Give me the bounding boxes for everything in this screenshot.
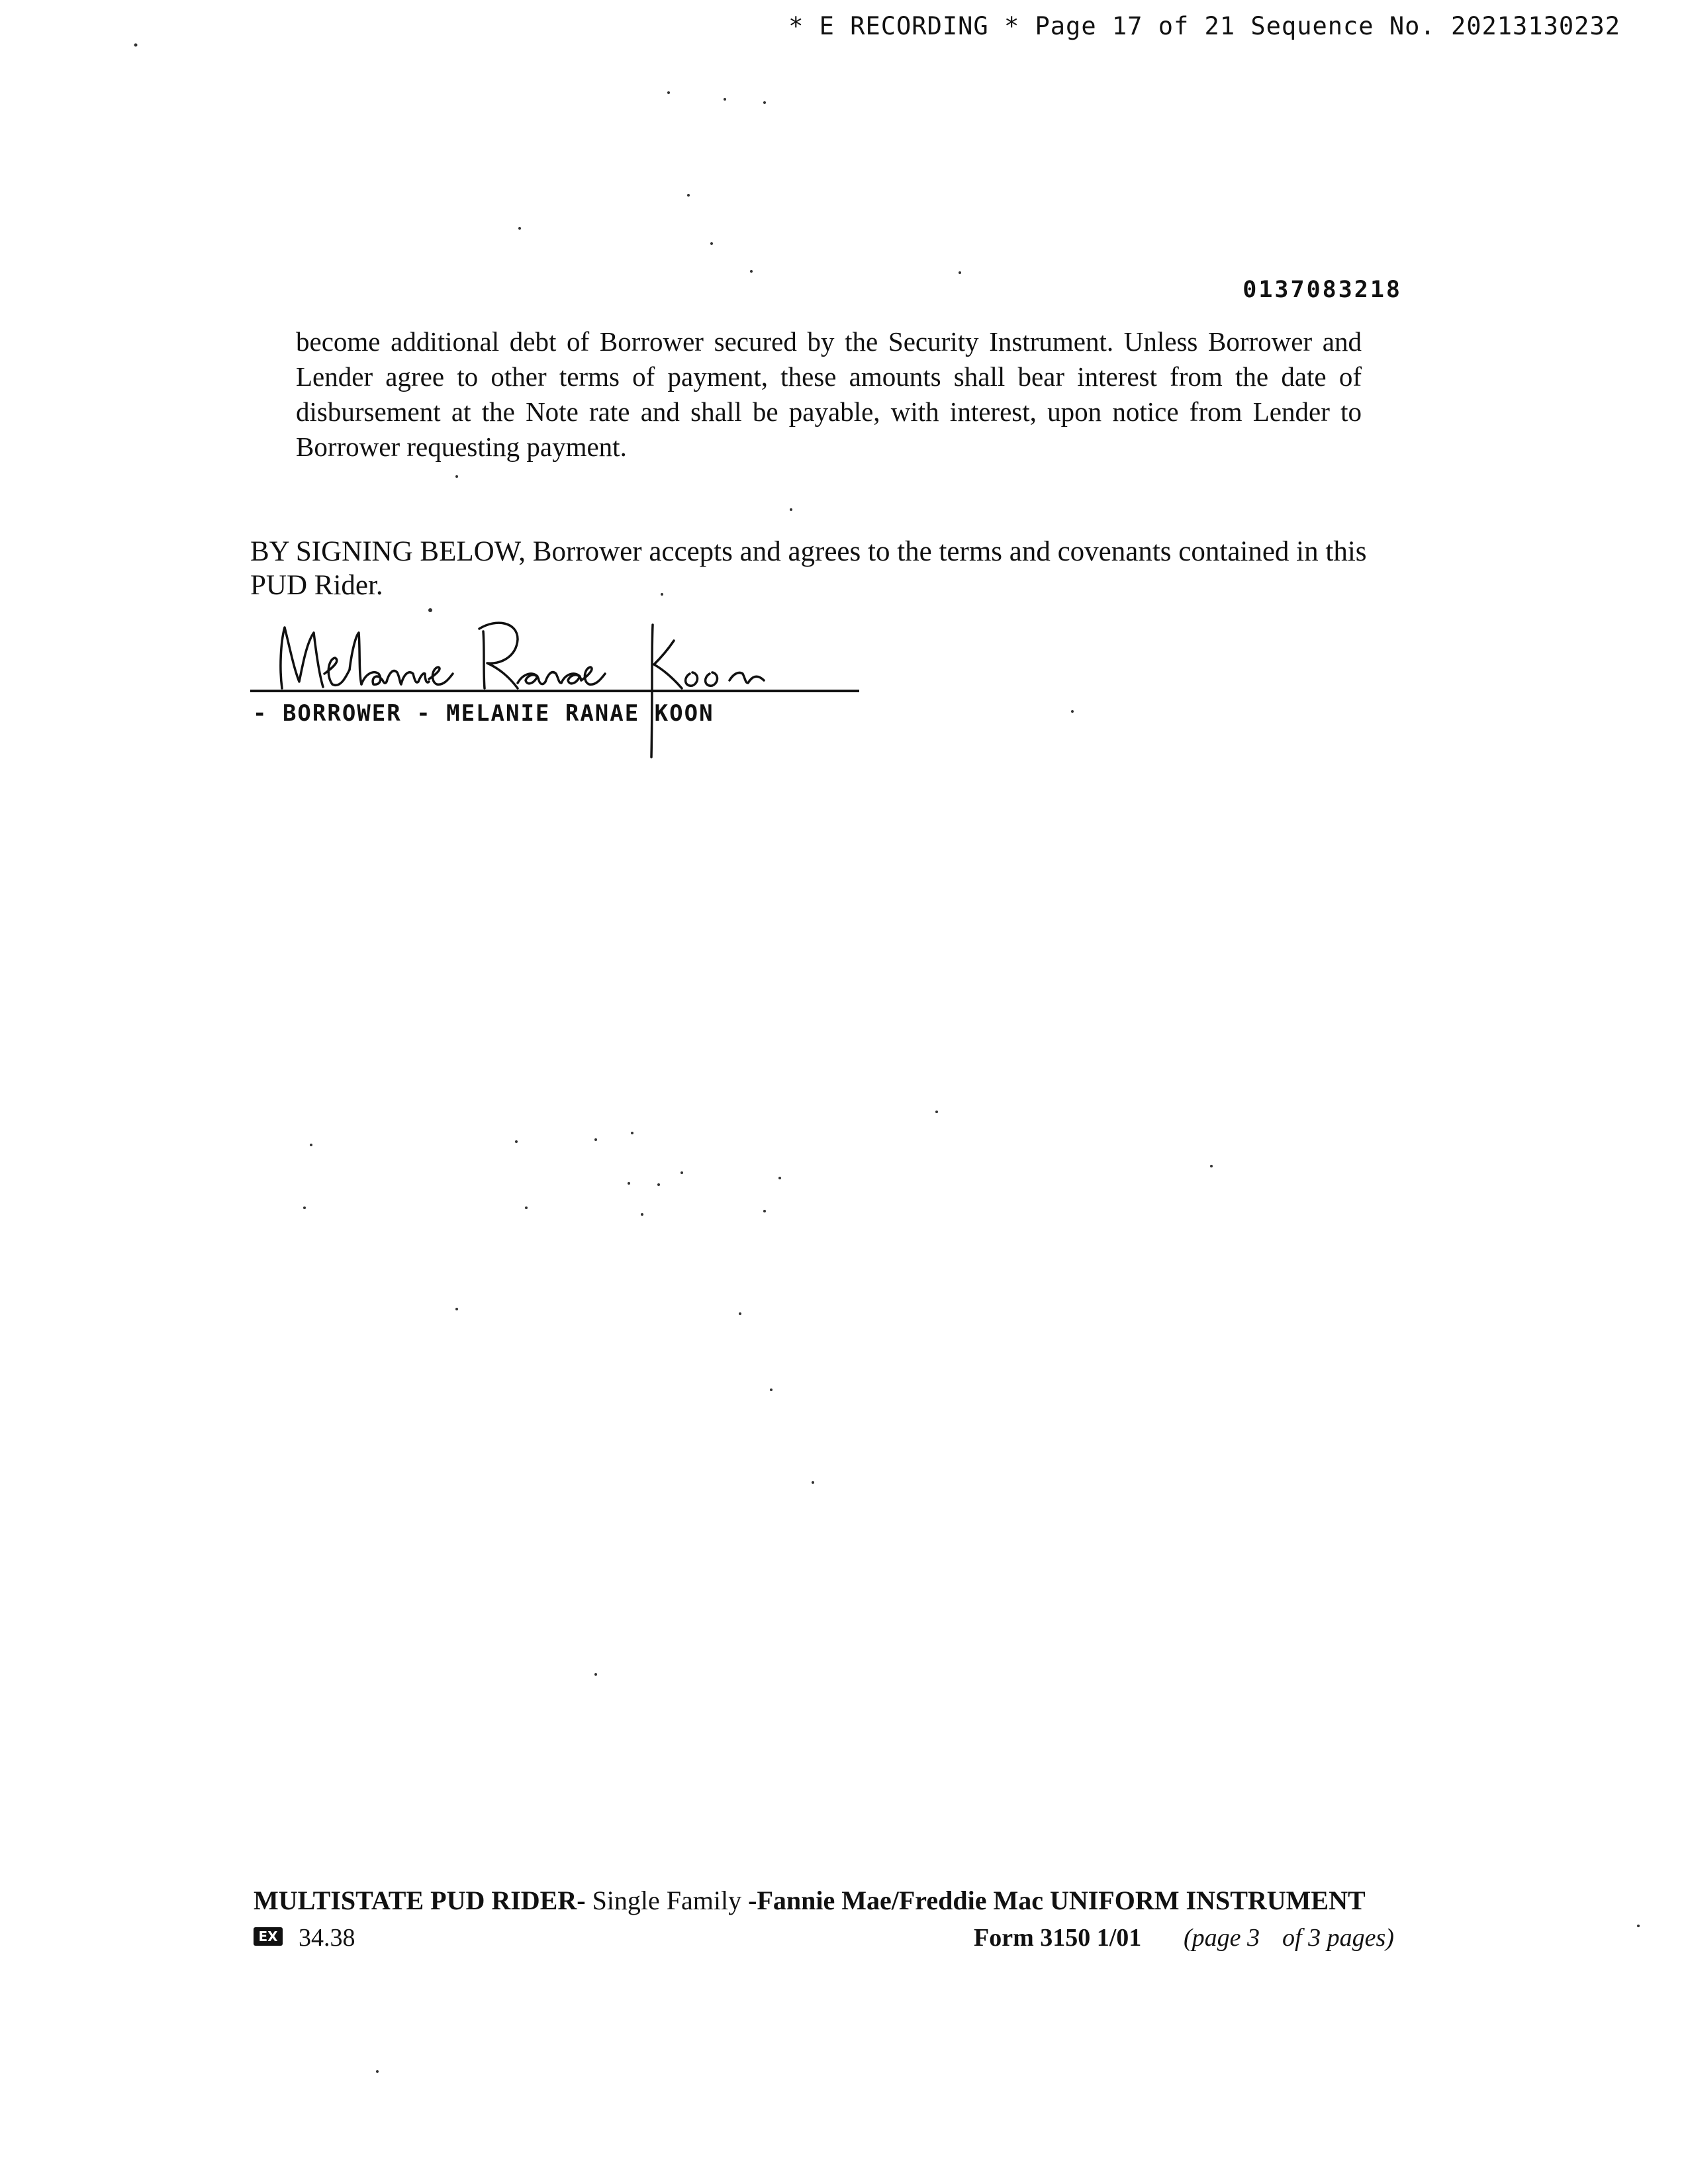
form-title-main: MULTISTATE PUD RIDER- — [254, 1886, 586, 1915]
form-code: 34.38 — [299, 1924, 355, 1952]
page-total: of 3 pages) — [1282, 1924, 1394, 1952]
signature-block — [250, 596, 866, 761]
continuation-paragraph: become additional debt of Borrower secured by the Security Instrument. Unless Borrower and Lender agree to other terms of payment, these amounts shall bear interest from the date of disbursement at the Note rate and shall be payable, with interest, upon notice from Lender to Borrower requesting payment. — [296, 326, 1362, 462]
form-title-instrument: -Fannie Mae/Freddie Mac UNIFORM INSTRUMENT — [748, 1886, 1366, 1915]
page-label: (page 3 — [1184, 1924, 1260, 1952]
loan-number: 0137083218 — [1243, 277, 1402, 303]
ex-logo-icon: EX — [254, 1927, 283, 1946]
handwritten-signature — [250, 596, 866, 761]
form-number: Form 3150 1/01 — [974, 1924, 1142, 1952]
form-title-single-family: Single Family — [585, 1886, 749, 1915]
signature-caption: - BORROWER - MELANIE RANAE KOON — [253, 700, 714, 727]
acceptance-statement: BY SIGNING BELOW, Borrower accepts and agrees to the terms and covenants contained in this PUD Rider. — [250, 536, 1367, 601]
page-indicator — [1184, 1923, 1394, 1952]
signature-line — [250, 690, 859, 692]
form-title — [254, 1885, 1366, 1916]
form-footer — [254, 1923, 1415, 1956]
recording-header: * E RECORDING * Page 17 of 21 Sequence No. 20213130232 — [788, 12, 1620, 40]
